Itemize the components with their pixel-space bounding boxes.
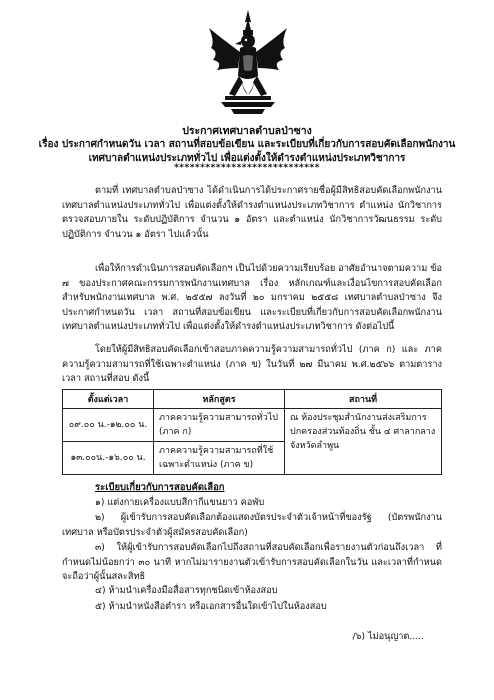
rule-item: ๒) ผู้เข้ารับการสอบคัดเลือกต้องแสดงบัตรประจำตัวเจ้าหน้าที่ของรัฐ (บัตรพนักงานเทศบาล หรือบัตรประจำตัวผู้สมัครสอบคัดเลือก) — [62, 512, 442, 538]
paragraph-1: ตามที่ เทศบาลตำบลป่าซาง ได้ดำเนินการได้ประกาศรายชื่อผู้มีสิทธิสอบคัดเลือกพนักงานเทศบาลตำแหน่งประเภททั่วไป เพื่อแต่งตั้งให้ดำรงตำแหน่งประเภทวิชาการ ตำแหน่ง นักวิชาการตรวจสอบภายใน ระดับปฏิบัติการ จำนวน ๑ อัตรา และตำแหน่ง นักวิชาการวัฒนธรรม ระดับปฏิบัติการ จำนวน ๑ อัตรา ไปแล้วนั้น — [62, 185, 442, 240]
subject-line-2: เทศบาลตำแหน่งประเภททั่วไป เพื่อแต่งตั้งให้ดำรงตำแหน่งประเภทวิชาการ — [88, 153, 406, 164]
garuda-emblem-icon — [207, 8, 289, 118]
cell-subject: ภาคความรู้ความสามารถที่ใช้เฉพาะตำแหน่ง (ภาค ข) — [154, 442, 285, 475]
table-row — [63, 409, 442, 442]
paragraph-3: โดยให้ผู้มีสิทธิสอบคัดเลือกเข้าสอบภาคความรู้ความสามารถทั่วไป (ภาค ก) และ ภาคความรู้ความสามารถที่ใช้เฉพาะตำแหน่ง (ภาค ข) ในวันที่ ๒๗ มีนาคม พ.ศ.๒๕๖๖ ตามตารางเวลา สถานที่สอบ ดังนี้ — [62, 344, 442, 385]
separator-stars: **************************** — [174, 163, 320, 173]
document-title: ประกาศเทศบาลตำบลป่าซาง — [182, 125, 312, 137]
rule-item: ๕) ห้ามนำหนังสือตำรา หรือเอกสารอื่นใดเข้าไปในห้องสอบ — [95, 601, 327, 612]
column-header-time: ตั้งแต่เวลา — [63, 390, 154, 409]
paragraph-2: เพื่อให้การดำเนินการสอบคัดเลือกฯ เป็นไปด้วยความเรียบร้อย อาศัยอำนาจตามความ ข้อ ๗ ของประกาศคณะกรรมการพนักงานเทศบาล เรื่อง หลักเกณฑ์และเงื่อนไขการสอบคัดเลือกสำหรับพนักงานเทศบาล พ.ศ. ๒๕๕๗ ลงวันที่ ๒๐ มกราคม ๒๕๕๘ เทศบาลตำบลป่าซาง จึงประกาศกำหนดวัน เวลา สถานที่สอบข้อเขียน และระเบียบที่เกี่ยวกับการสอบคัดเลือกพนักงานเทศบาลตำแหน่งประเภททั่วไป เพื่อแต่งตั้งให้ดำรงตำแหน่งประเภทวิชาการ ดังต่อไปนี้ — [62, 263, 442, 333]
rule-item: ๔) ห้ามนำเครื่องมือสื่อสารทุกชนิดเข้าห้องสอบ — [95, 585, 278, 596]
cell-time: ๑๓.๐๐น.-๑๖.๐๐ น. — [63, 442, 154, 475]
rule-item: ๑) แต่งกายเครื่องแบบสีกากีแขนยาว คอพับ — [95, 497, 265, 508]
rules-heading: ระเบียบเกี่ยวกับการสอบคัดเลือก — [95, 482, 225, 493]
cell-subject: ภาคความรู้ความสามารถทั่วไป (ภาค ก) — [154, 409, 285, 442]
table-header-row — [63, 390, 442, 409]
column-header-place: สถานที่ — [285, 390, 442, 409]
column-header-subject: หลักสูตร — [154, 390, 285, 409]
subject-line-1: เรื่อง ประกาศกำหนดวัน เวลา สถานที่สอบข้อเขียน และระเบียบที่เกี่ยวกับการสอบคัดเลือกพนักงาน — [38, 139, 456, 150]
cell-time: ๐๙.๐๐ น.-๑๒.๐๐ น. — [63, 409, 154, 442]
cell-place: ณ ห้องประชุมสำนักงานส่งเสริมการปกครองส่วนท้องถิ่น ชั้น ๔ ศาลากลางจังหวัดลำพูน — [285, 409, 442, 475]
rule-item: ๓) ให้ผู้เข้ารับการสอบคัดเลือกไปถึงสถานที่สอบคัดเลือกเพื่อรายงานตัวก่อนถึงเวลา ที่กำหนดไม่น้อยกว่า ๓๐ นาที หากไม่มารายงานตัวเข้ารับการสอบคัดเลือกในวัน และเวลาที่กำหนดจะถือว่าผู้นั้นสละสิทธิ — [62, 542, 442, 583]
continuation-note: /๖) ไม่อนุญาต..... — [352, 631, 424, 642]
exam-schedule-table — [62, 389, 442, 475]
